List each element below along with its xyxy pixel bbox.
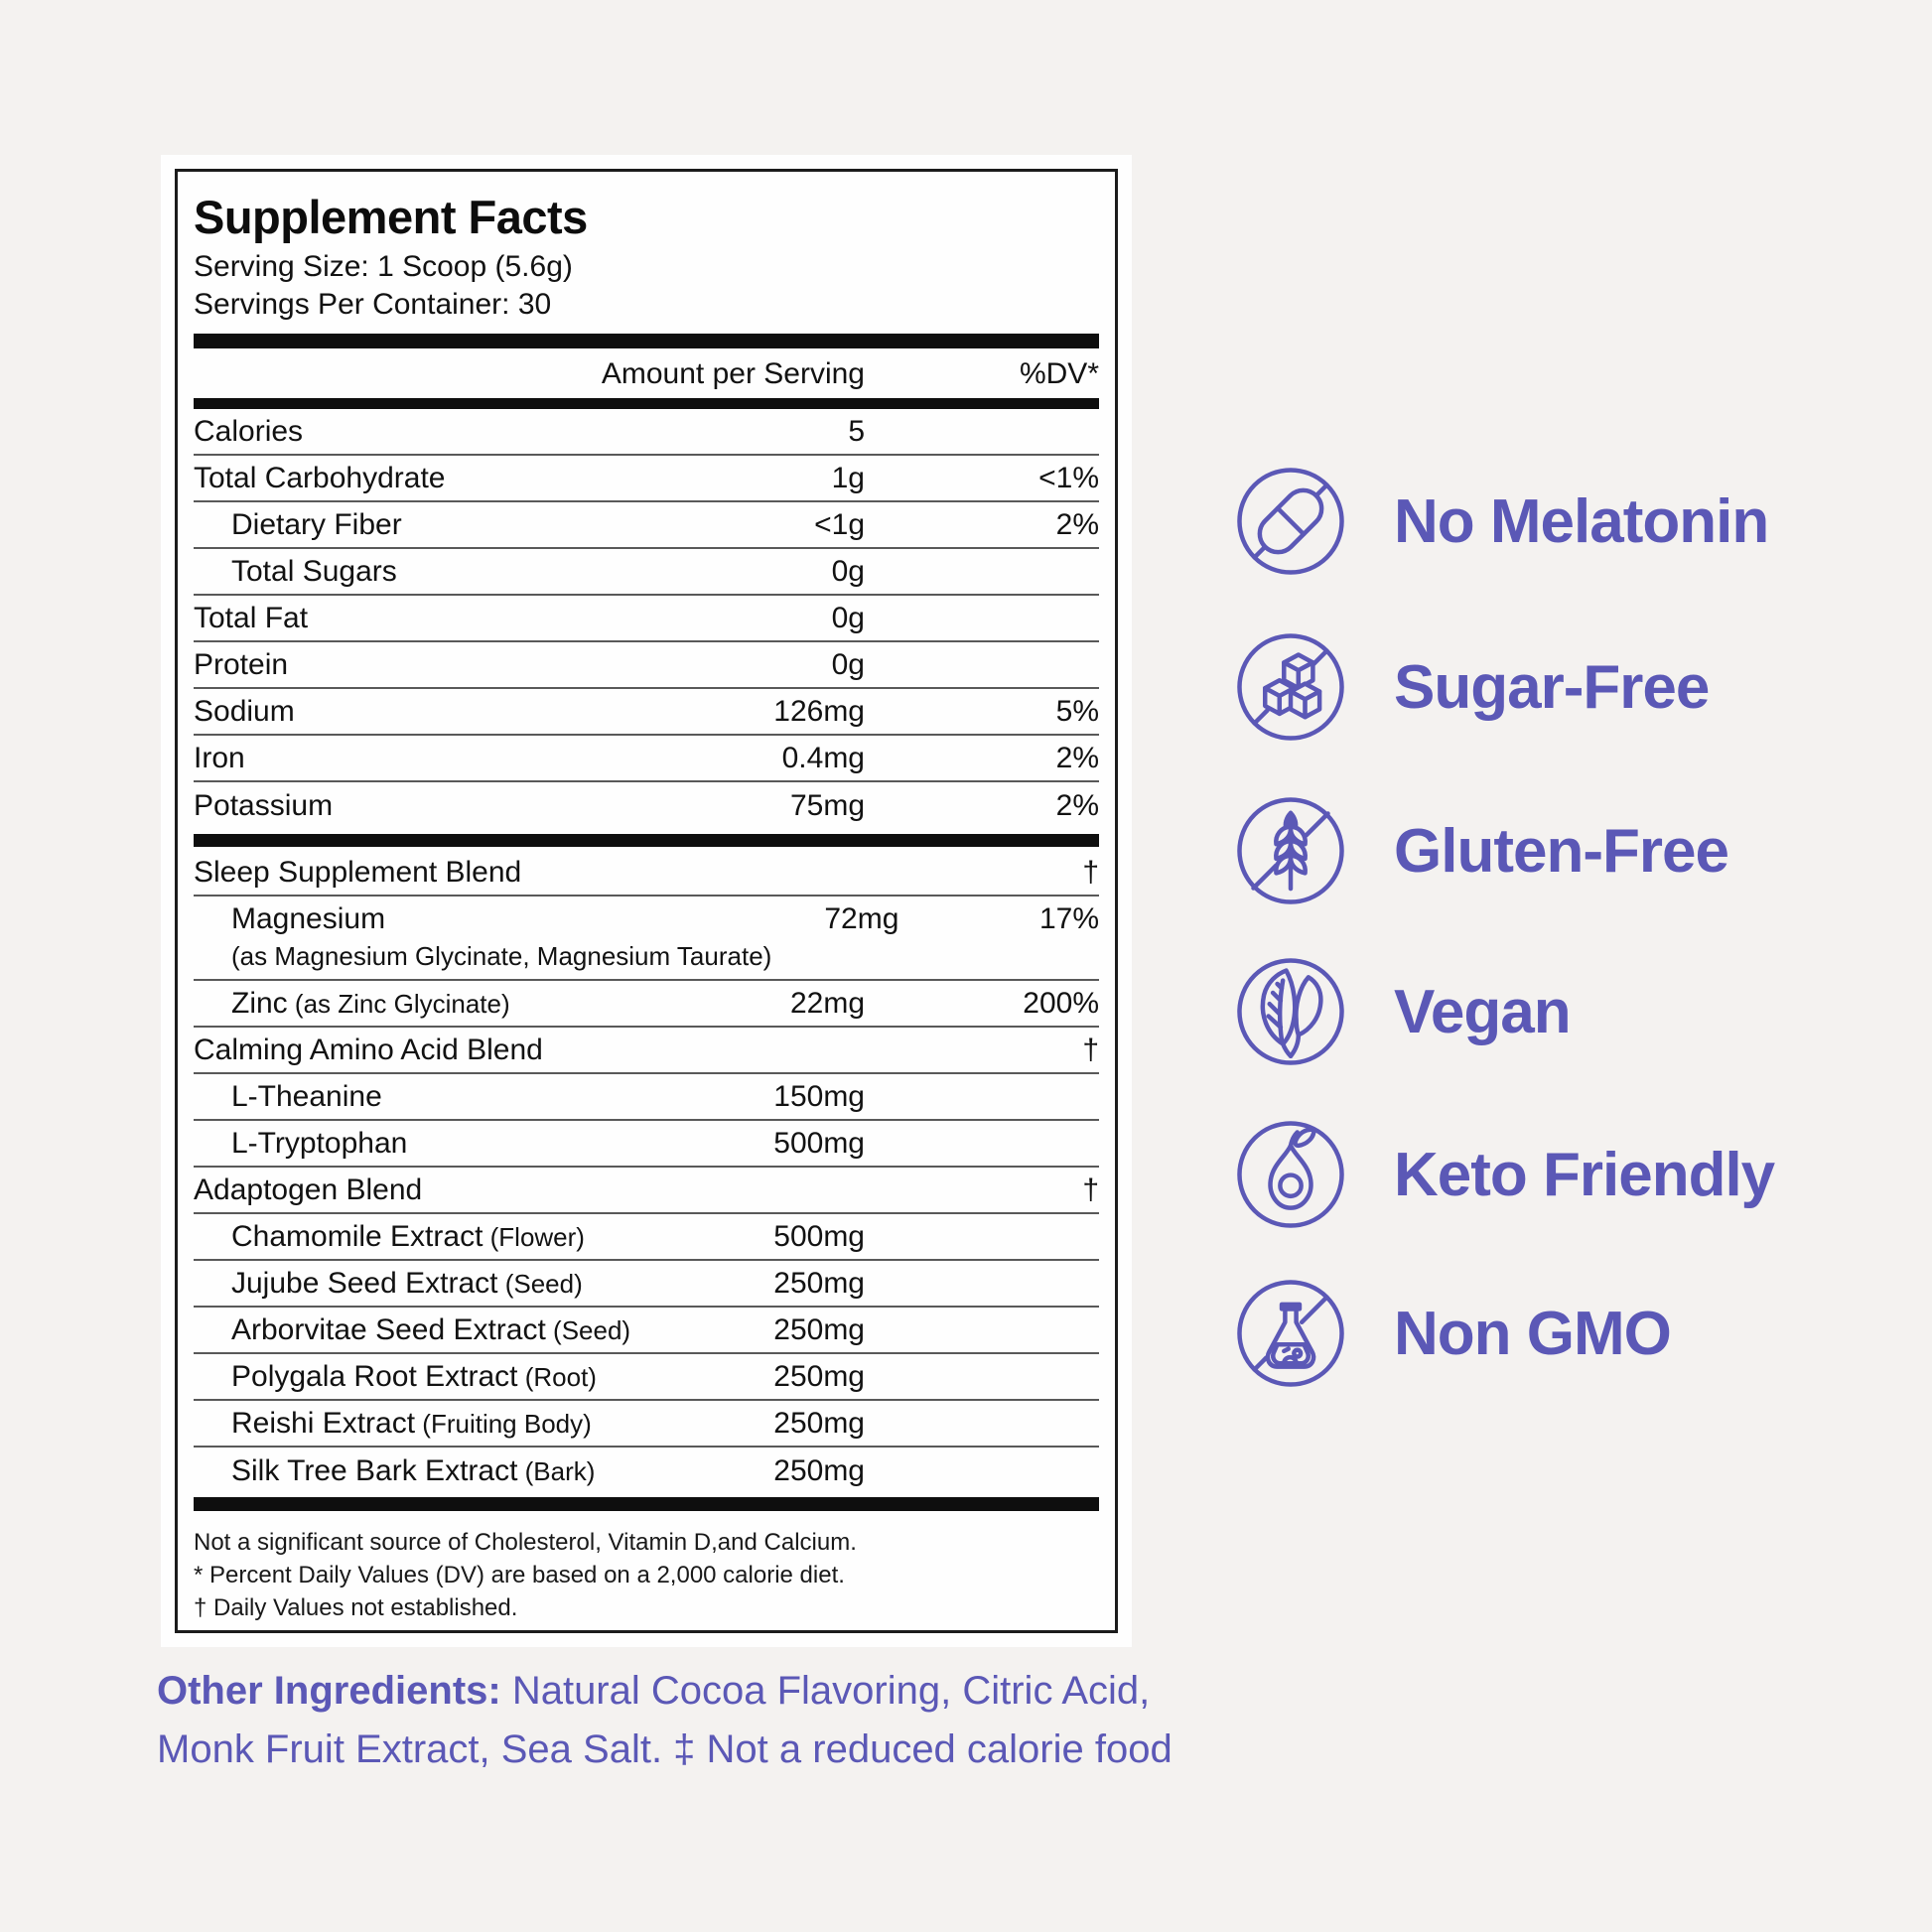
row-amount: 150mg xyxy=(773,1079,865,1113)
row-label: Dietary Fiber xyxy=(231,507,402,541)
table-row xyxy=(194,1168,1099,1214)
row-dv: <1% xyxy=(1038,461,1099,494)
row-label: Calming Amino Acid Blend xyxy=(194,1033,543,1066)
table-row xyxy=(194,642,1099,689)
row-note: (Root) xyxy=(517,1361,597,1392)
leaves-icon xyxy=(1235,956,1346,1067)
footnote-dagger: † Daily Values not established. xyxy=(194,1594,518,1621)
row-label: Total Fat xyxy=(194,601,309,634)
table-row xyxy=(194,1401,1099,1448)
table-row xyxy=(194,1261,1099,1308)
amount-per-serving-header: Amount per Serving xyxy=(601,357,865,390)
row-dv: † xyxy=(1082,1173,1099,1206)
badge-keto-friendly xyxy=(1235,1119,1774,1230)
row-dv: † xyxy=(1082,1033,1099,1066)
row-amount: 0g xyxy=(831,647,865,681)
row-amount: 0.4mg xyxy=(781,741,865,774)
row-amount: 250mg xyxy=(773,1312,865,1346)
row-label: Magnesium (as Magnesium Glycinate, Magnesium Taurate) xyxy=(231,902,772,971)
row-note: (Fruiting Body) xyxy=(415,1408,592,1439)
servings-per-container: Servings Per Container: 30 xyxy=(194,288,552,321)
table-row xyxy=(194,1121,1099,1168)
row-amount: <1g xyxy=(814,507,865,541)
badge-non-gmo xyxy=(1235,1278,1671,1389)
row-amount: 126mg xyxy=(773,694,865,728)
row-amount: 250mg xyxy=(773,1266,865,1300)
no-pill-icon xyxy=(1235,466,1346,577)
table-row xyxy=(194,502,1099,549)
row-label: Adaptogen Blend xyxy=(194,1173,423,1206)
badge-no-melatonin xyxy=(1235,466,1768,577)
row-amount: 250mg xyxy=(773,1406,865,1440)
row-label: Reishi Extract (Fruiting Body) xyxy=(231,1406,592,1440)
table-row xyxy=(194,850,1099,897)
badge-label: Keto Friendly xyxy=(1394,1140,1775,1209)
badge-label: No Melatonin xyxy=(1394,486,1769,556)
divider-bar-top xyxy=(194,334,1099,348)
table-row xyxy=(194,1448,1099,1494)
row-subnote: (as Magnesium Glycinate, Magnesium Taurate) xyxy=(231,941,772,971)
row-dv: 2% xyxy=(1055,507,1099,541)
row-dv: 2% xyxy=(1055,788,1099,822)
footnote-sources: Not a significant source of Cholesterol, Vitamin D,and Calcium. xyxy=(194,1529,857,1556)
row-label: Calories xyxy=(194,414,304,448)
row-label: Chamomile Extract (Flower) xyxy=(231,1219,585,1253)
row-label: Polygala Root Extract (Root) xyxy=(231,1359,597,1393)
row-label: L-Tryptophan xyxy=(231,1126,408,1160)
wheat-slash-icon xyxy=(1235,795,1346,906)
other-ingredients-line1: Natural Cocoa Flavoring, Citric Acid, xyxy=(500,1669,1151,1713)
badge-gluten-free xyxy=(1235,795,1728,906)
row-note: (as Zinc Glycinate) xyxy=(287,988,510,1019)
table-row xyxy=(194,596,1099,642)
row-amount: 0g xyxy=(831,601,865,634)
badge-sugar-free xyxy=(1235,631,1709,743)
footnotes xyxy=(194,1526,1099,1624)
row-amount: 75mg xyxy=(789,788,865,822)
badge-label: Gluten-Free xyxy=(1394,816,1728,886)
footnote-dv: * Percent Daily Values (DV) are based on a 2,000 calorie diet. xyxy=(194,1562,845,1588)
row-dv: 17% xyxy=(1038,902,1099,935)
table-row xyxy=(194,1074,1099,1121)
table-row xyxy=(194,981,1099,1028)
avocado-icon xyxy=(1235,1119,1346,1230)
table-row xyxy=(194,456,1099,502)
row-dv: 5% xyxy=(1055,694,1099,728)
divider-bar-bottom xyxy=(194,1497,1099,1511)
row-label: Sodium xyxy=(194,694,295,728)
row-label: Total Sugars xyxy=(231,554,397,588)
row-amount: 500mg xyxy=(773,1126,865,1160)
row-dv: 200% xyxy=(1023,986,1099,1020)
row-amount: 72mg xyxy=(824,902,899,935)
row-amount: 1g xyxy=(831,461,865,494)
row-amount: 5 xyxy=(848,414,865,448)
badge-label: Non GMO xyxy=(1394,1299,1671,1368)
section-divider-bar xyxy=(194,834,1099,847)
serving-size: Serving Size: 1 Scoop (5.6g) xyxy=(194,250,573,283)
row-amount: 250mg xyxy=(773,1359,865,1393)
table-row xyxy=(194,897,1099,981)
table-row xyxy=(194,1214,1099,1261)
panel-title: Supplement Facts xyxy=(194,191,588,243)
row-amount: 250mg xyxy=(773,1453,865,1487)
row-amount: 500mg xyxy=(773,1219,865,1253)
flask-slash-icon xyxy=(1235,1278,1346,1389)
row-dv: 2% xyxy=(1055,741,1099,774)
row-label: Arborvitae Seed Extract (Seed) xyxy=(231,1312,631,1346)
row-note: (Flower) xyxy=(483,1221,585,1252)
other-ingredients-line2: Monk Fruit Extract, Sea Salt. ‡ Not a reduced calorie food xyxy=(157,1727,1173,1771)
badge-vegan xyxy=(1235,956,1571,1067)
row-label: Potassium xyxy=(194,788,334,822)
table-header xyxy=(194,348,1099,398)
facts-rows xyxy=(194,409,1099,1494)
divider-bar-header xyxy=(194,398,1099,409)
table-row xyxy=(194,409,1099,456)
row-label: L-Theanine xyxy=(231,1079,382,1113)
table-row xyxy=(194,1028,1099,1074)
table-row xyxy=(194,736,1099,782)
dv-header: %DV* xyxy=(1019,357,1099,390)
row-dv: † xyxy=(1082,855,1099,889)
table-row xyxy=(194,1354,1099,1401)
row-amount: 0g xyxy=(831,554,865,588)
row-label: Sleep Supplement Blend xyxy=(194,855,522,889)
row-label: Protein xyxy=(194,647,289,681)
sugar-cubes-slash-icon xyxy=(1235,631,1346,743)
other-ingredients-lead: Other Ingredients: xyxy=(157,1669,501,1713)
row-label: Silk Tree Bark Extract (Bark) xyxy=(231,1453,596,1487)
badge-label: Vegan xyxy=(1394,977,1571,1046)
other-ingredients xyxy=(157,1662,1368,1779)
row-label: Jujube Seed Extract (Seed) xyxy=(231,1266,583,1300)
row-note: (Seed) xyxy=(545,1314,631,1345)
row-note: (Bark) xyxy=(517,1455,596,1486)
row-amount: 22mg xyxy=(789,986,865,1020)
row-label: Iron xyxy=(194,741,245,774)
row-label: Total Carbohydrate xyxy=(194,461,446,494)
table-row xyxy=(194,1308,1099,1354)
badge-label: Sugar-Free xyxy=(1394,652,1710,722)
facts-border xyxy=(175,169,1118,1633)
table-row xyxy=(194,689,1099,736)
supplement-facts-panel xyxy=(161,155,1132,1647)
row-label: Zinc (as Zinc Glycinate) xyxy=(231,986,510,1020)
table-row xyxy=(194,549,1099,596)
row-note: (Seed) xyxy=(497,1268,583,1299)
table-row xyxy=(194,782,1099,829)
